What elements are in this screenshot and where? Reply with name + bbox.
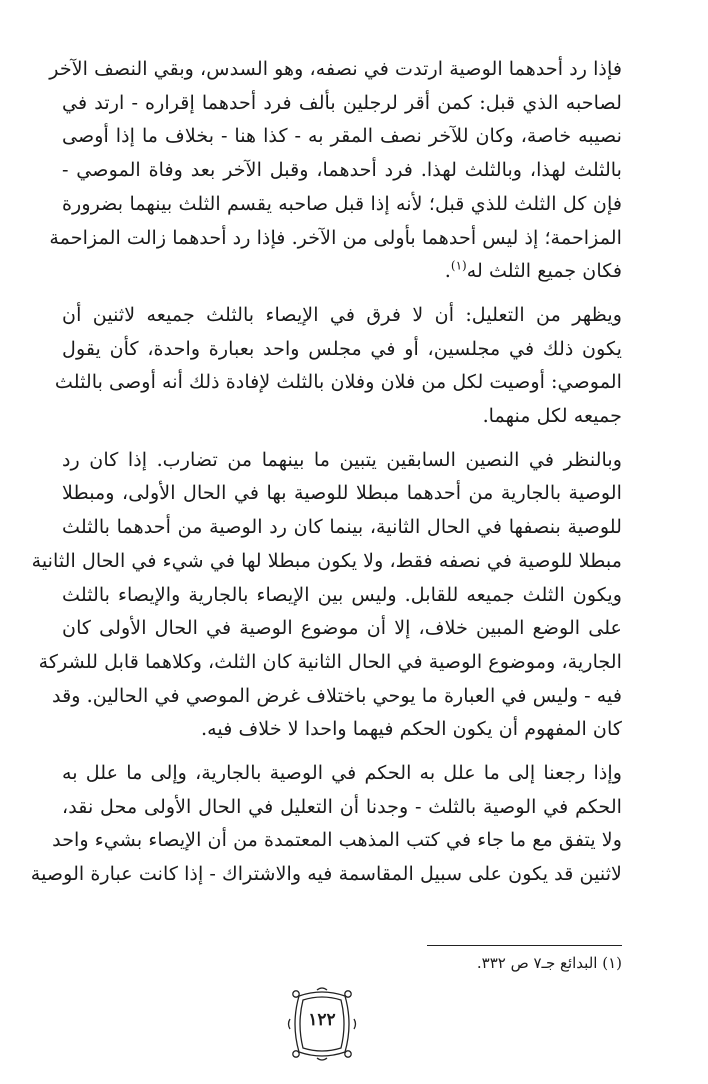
text-line: مبطلا للوصية في نصفه فقط، ولا يكون مبطلا لها في شيء في الحال الثانية	[31, 548, 622, 572]
paragraph-1	[49, 52, 622, 288]
text-line: نصيبه خاصة، وكان للآخر نصف المقر به - كذا هنا - بخلاف ما إذا أوصى	[62, 124, 622, 148]
text-line: ويكون الثلث جميعه للقابل. وليس بين الإيصاء بالجارية والإيصاء بالثلث	[62, 582, 622, 606]
text-line: وبالنظر في النصين السابقين يتبين ما بينهما من تضارب. إذا كان رد	[62, 447, 622, 471]
text-line: على الوضع المبين خلاف، إلا أن موضوع الوصية في الحال الأولى كان	[62, 616, 622, 640]
text-line: فإذا رد أحدهما الوصية ارتدت في نصفه، وهو السدس، وبقي النصف الآخر	[49, 57, 622, 80]
footnote: (١) البدائع جـ٧ ص ٣٣٢.	[476, 954, 622, 972]
text-line: يكون ذلك في مجلسين، أو في مجلس واحد بعبارة واحدة، كأن يقول	[62, 336, 622, 360]
page-number: ١٢٢	[308, 1010, 336, 1030]
text-line: الوصية بالجارية من أحدهما مبطلا للوصية بها في الحال الأولى، ومبطلا	[62, 481, 622, 505]
text-line: للوصية بنصفها في الحال الثانية، بينما كان رد الوصية من أحدهما بالثلث	[62, 515, 622, 539]
paragraph-4	[30, 756, 622, 891]
text-line: كان المفهوم أن يكون الحكم فيهما واحدا لا خلاف فيه.	[201, 717, 622, 741]
footnote-reference: (١)	[450, 258, 467, 273]
footnote-divider	[427, 945, 622, 946]
text-line: لصاحبه الذي قبل: كمن أقر لرجلين بألف فرد أحدهما إقراره - ارتد في	[62, 90, 622, 114]
text-line: ويظهر من التعليل: أن لا فرق في الإيصاء بالثلث جميعه لاثنين أن	[62, 302, 622, 326]
text-line: الحكم في الوصية بالثلث - وجدنا أن التعليل في الحال الأولى محل نقد،	[62, 794, 622, 818]
text-line: فيه - وليس في العبارة ما يوحي باختلاف غرض الموصي في الحالين. وقد	[52, 683, 622, 707]
text-line: بالثلث لهذا، وبالثلث لهذا. فرد أحدهما، وقبل الآخر بعد وفاة الموصي -	[62, 158, 622, 182]
text-line: ولا يتفق مع ما جاء في كتب المذهب المعتمدة من أن الإيصاء بشيء واحد	[52, 828, 622, 852]
text-line: الجارية، وموضوع الوصية في الحال الثانية كان الثلث، وكلاهما قابل للشركة	[38, 649, 622, 673]
text-line: المزاحمة؛ إذ ليس أحدهما بأولى من الآخر. فإذا رد أحدهما زالت المزاحمة	[49, 225, 622, 249]
text-line: لاثنين قد يكون على سبيل المقاسمة فيه والاشتراك - إذا كانت عبارة الوصية	[30, 862, 622, 886]
paragraph-3	[31, 443, 622, 746]
text-line: الموصي: أوصيت لكل من فلان وفلان بالثلث لإفادة ذلك أنه أوصى بالثلث	[54, 370, 622, 394]
text-line	[62, 254, 622, 288]
page-body	[30, 52, 622, 891]
text-line: فإن كل الثلث للذي قبل؛ لأنه إذا قبل صاحبه يقسم الثلث بينهما بضرورة	[62, 191, 622, 215]
text-line-content: فكان جميع الثلث له	[466, 259, 622, 283]
paragraph-2	[54, 298, 622, 433]
sentence-end: .	[444, 259, 451, 283]
text-line: وإذا رجعنا إلى ما علل به الحكم في الوصية بالجارية، وإلى ما علل به	[62, 761, 622, 785]
text-line: جميعه لكل منهما.	[482, 404, 622, 428]
